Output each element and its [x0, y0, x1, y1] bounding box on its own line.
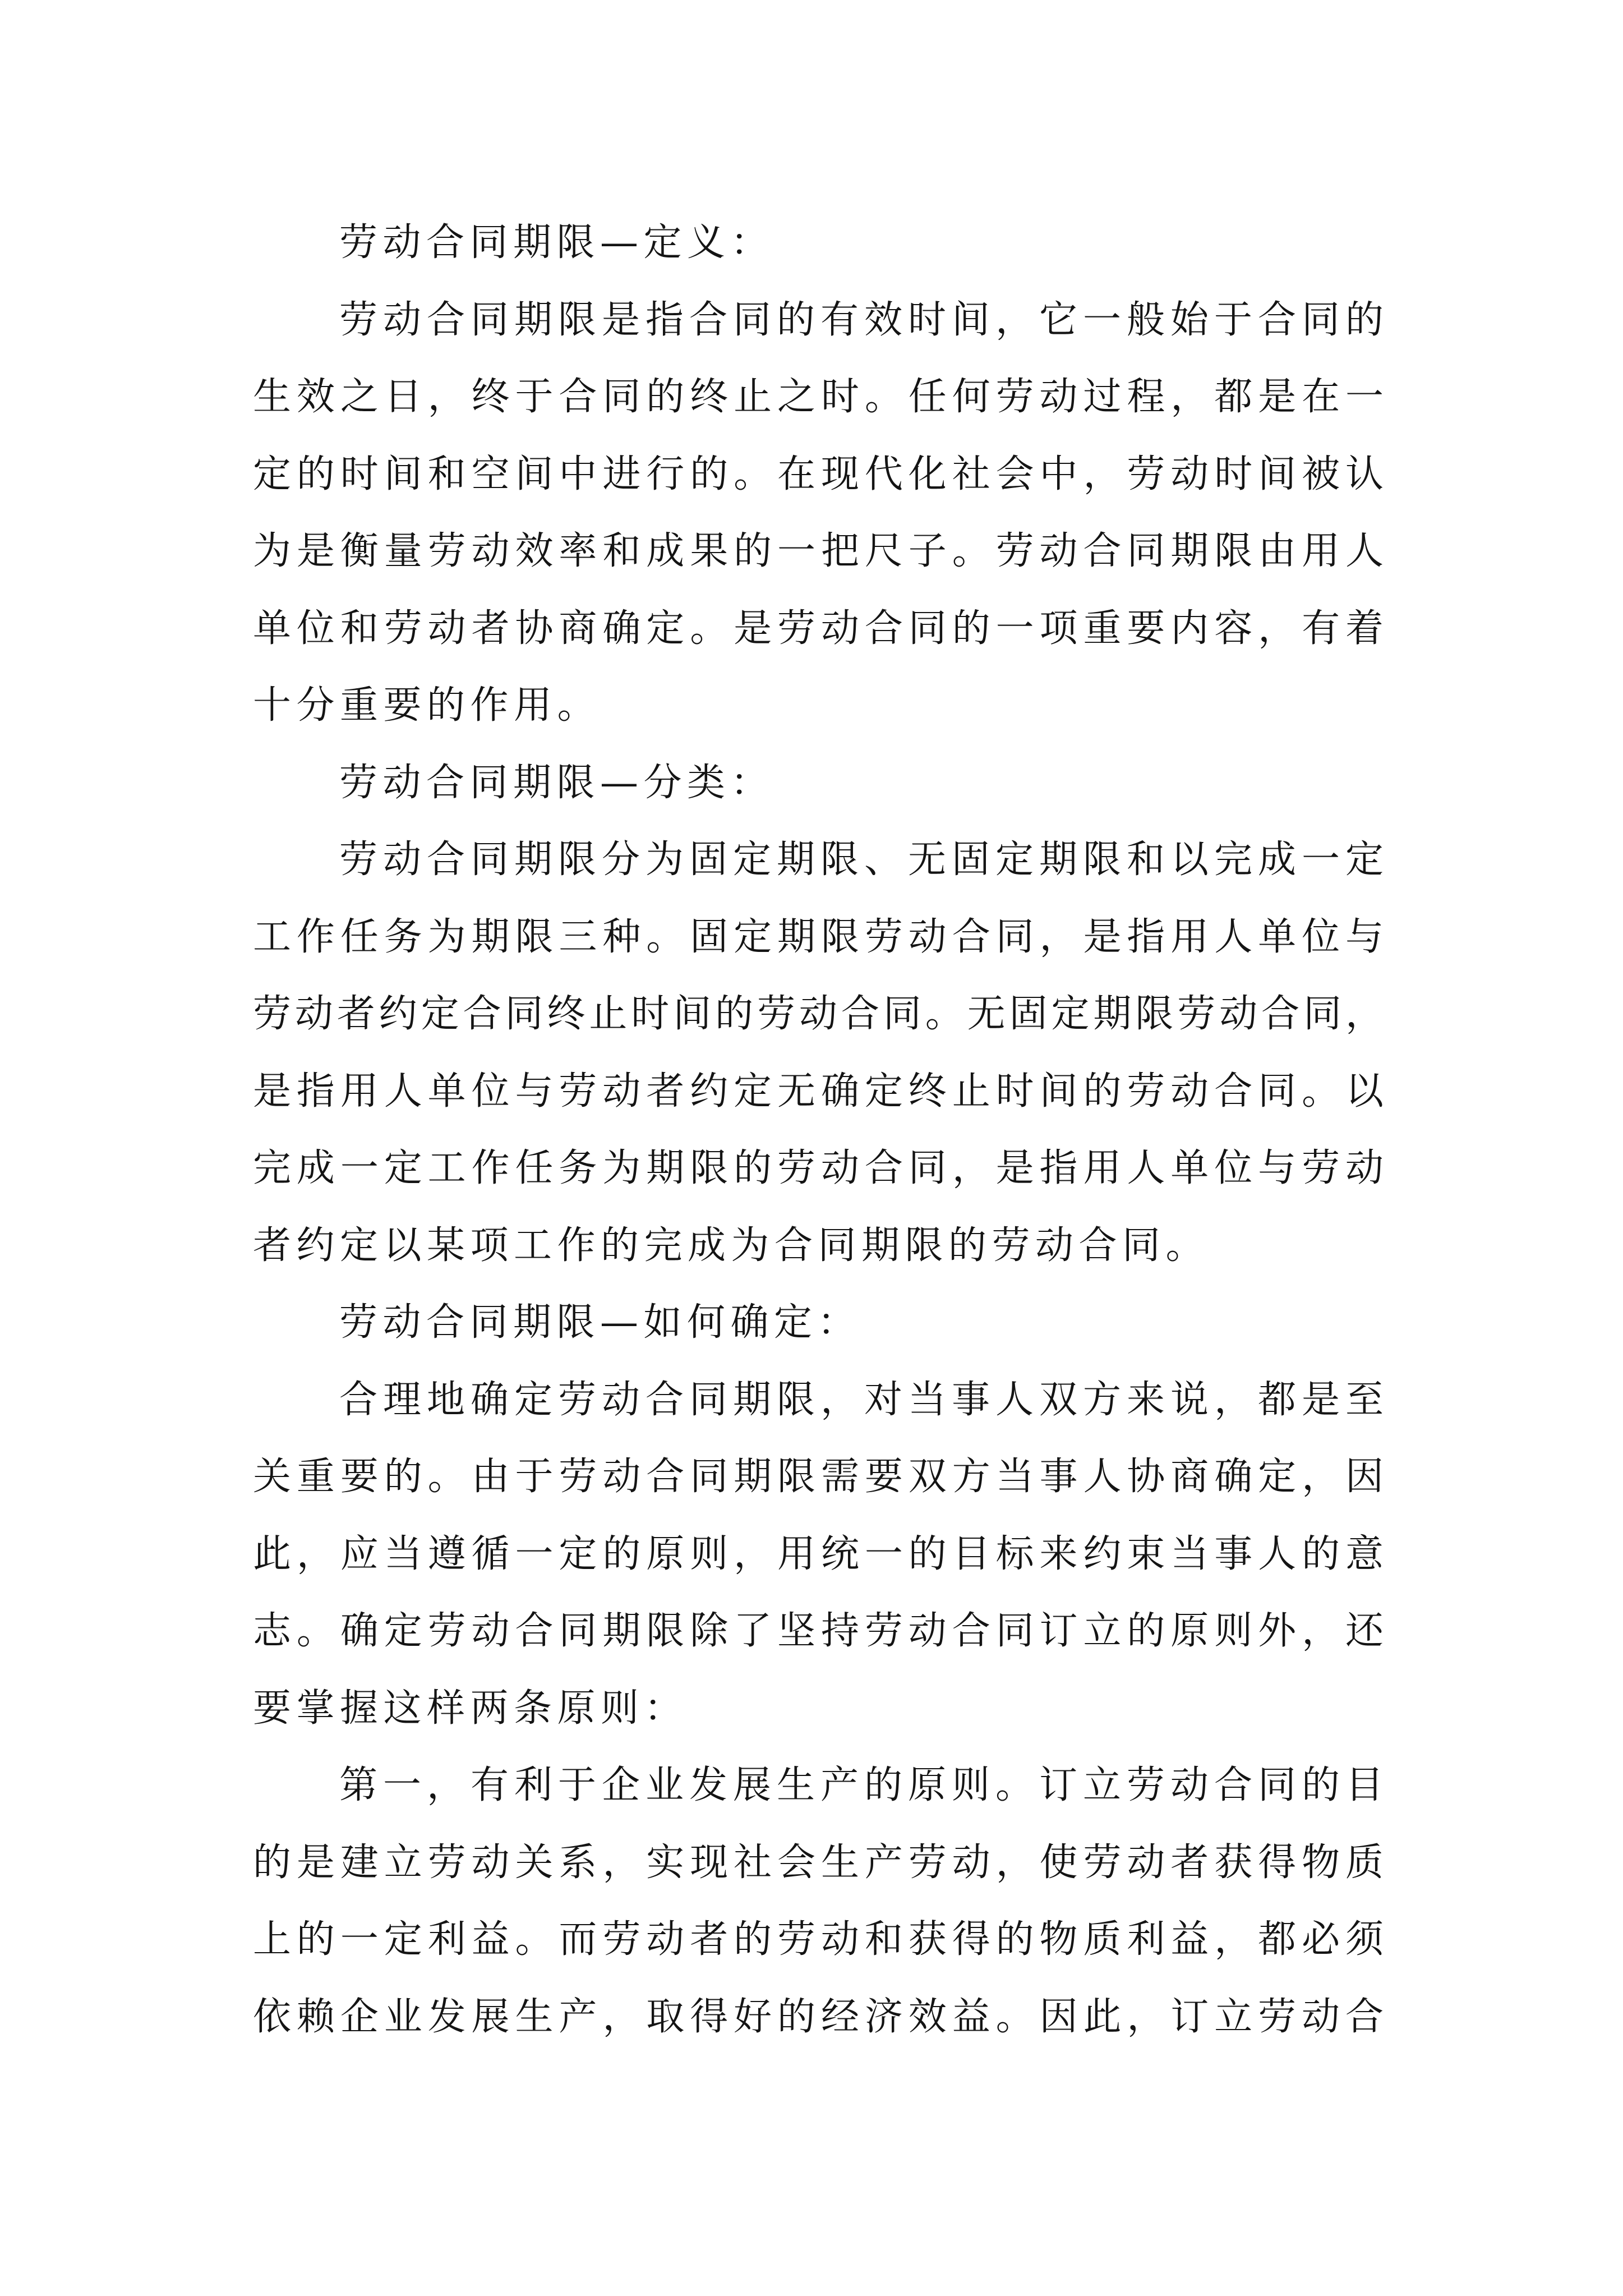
- text-line: 此，应当遵循一定的原则，用统一的目标来约束当事人的意: [253, 1531, 1384, 1576]
- document-body: [253, 204, 1384, 2055]
- text-line: 劳动者约定合同终止时间的劳动合同。无固定期限劳动合同，: [253, 992, 1384, 1036]
- text-line: 的是建立劳动关系，实现社会生产劳动，使劳动者获得物质: [253, 1840, 1384, 1885]
- text-line: 工作任务为期限三种。固定期限劳动合同，是指用人单位与: [253, 914, 1384, 959]
- text-line: 完成一定工作任务为期限的劳动合同，是指用人单位与劳动: [253, 1146, 1384, 1190]
- text-line: 志。确定劳动合同期限除了坚持劳动合同订立的原则外，还: [253, 1609, 1384, 1653]
- section-heading: 劳动合同期限—分类：: [339, 760, 774, 805]
- section-heading: 劳动合同期限—定义：: [339, 220, 774, 265]
- text-line: 劳动合同期限分为固定期限、无固定期限和以完成一定: [339, 838, 1384, 882]
- text-line: 单位和劳动者协商确定。是劳动合同的一项重要内容，有着: [253, 606, 1384, 651]
- text-line: 十分重要的作用。: [253, 683, 601, 728]
- text-line: 生效之日，终于合同的终止之时。任何劳动过程，都是在一: [253, 375, 1384, 419]
- text-line: 定的时间和空间中进行的。在现代化社会中，劳动时间被认: [253, 452, 1384, 496]
- text-line: 要掌握这样两条原则：: [253, 1686, 688, 1731]
- text-line: 依赖企业发展生产，取得好的经济效益。因此，订立劳动合: [253, 1994, 1384, 2039]
- text-line: 劳动合同期限是指合同的有效时间，它一般始于合同的: [339, 297, 1384, 342]
- text-line: 者约定以某项工作的完成为合同期限的劳动合同。: [253, 1223, 1210, 1268]
- text-line: 关重要的。由于劳动合同期限需要双方当事人协商确定，因: [253, 1455, 1384, 1499]
- text-line: 合理地确定劳动合同期限，对当事人双方来说，都是至: [339, 1377, 1384, 1422]
- text-line: 第一，有利于企业发展生产的原则。订立劳动合同的目: [339, 1763, 1384, 1807]
- text-line: 为是衡量劳动效率和成果的一把尺子。劳动合同期限由用人: [253, 529, 1384, 573]
- text-line: 是指用人单位与劳动者约定无确定终止时间的劳动合同。以: [253, 1069, 1384, 1114]
- section-heading: 劳动合同期限—如何确定：: [339, 1300, 861, 1345]
- text-line: 上的一定利益。而劳动者的劳动和获得的物质利益，都必须: [253, 1917, 1384, 1962]
